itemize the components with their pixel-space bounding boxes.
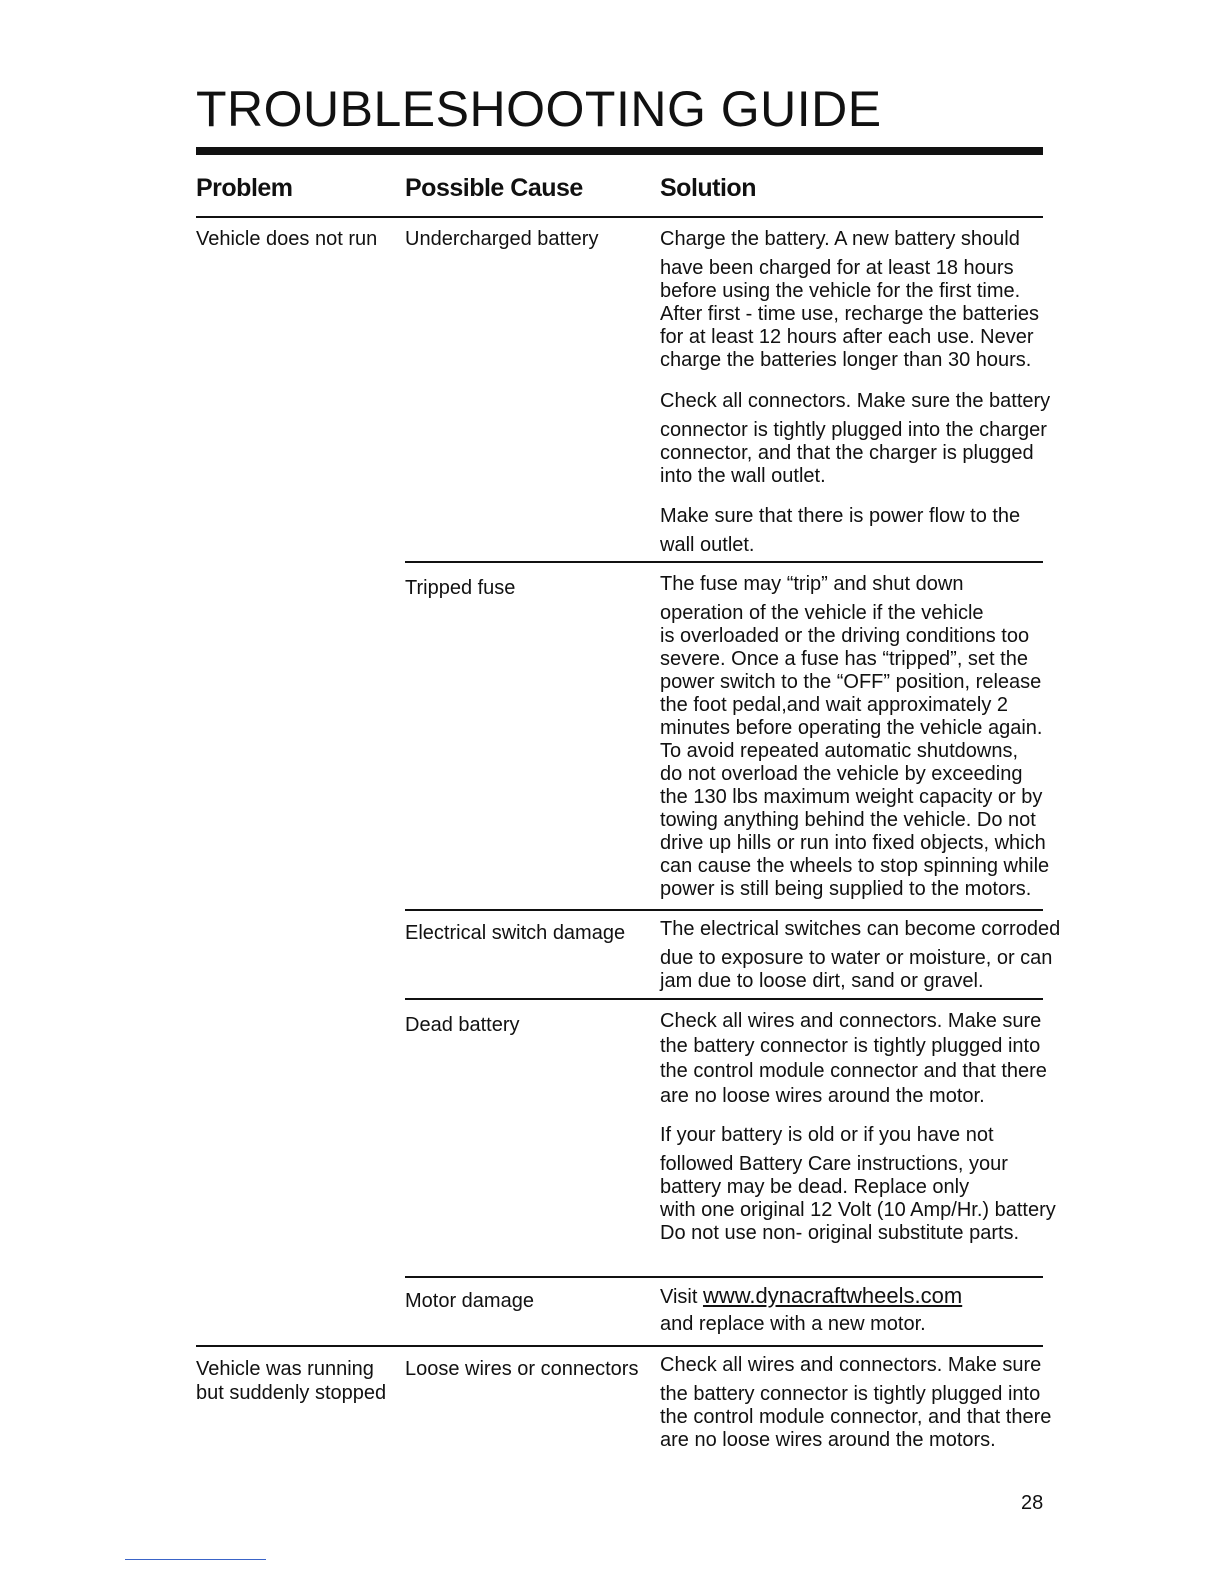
solution-line: charge the batteries longer than 30 hours. bbox=[660, 349, 1032, 371]
solution-line: connector is tightly plugged into the charger bbox=[660, 419, 1047, 441]
title-rule bbox=[196, 147, 1043, 155]
solution-line bbox=[660, 1284, 962, 1309]
website-link[interactable]: www.dynacraftwheels.com bbox=[702, 1283, 963, 1308]
solution-line: jam due to loose dirt, sand or gravel. bbox=[660, 970, 984, 992]
solution-line: severe. Once a fuse has “tripped”, set the bbox=[660, 648, 1028, 670]
footnote-line bbox=[125, 1559, 266, 1560]
solution-line: minutes before operating the vehicle again. bbox=[660, 717, 1043, 739]
solution-line: Charge the battery. A new battery should bbox=[660, 228, 1020, 250]
solution-line: have been charged for at least 18 hours bbox=[660, 257, 1014, 279]
solution-line: The electrical switches can become corroded bbox=[660, 918, 1061, 940]
solution-line: If your battery is old or if you have not bbox=[660, 1124, 994, 1146]
solution-line: the control module connector, and that there bbox=[660, 1406, 1052, 1428]
solution-line: To avoid repeated automatic shutdowns, bbox=[660, 740, 1018, 762]
solution-line: the battery connector is tightly plugged into bbox=[660, 1035, 1041, 1057]
solution-line: drive up hills or run into fixed objects, which bbox=[660, 832, 1046, 854]
problem-cell bbox=[196, 1358, 386, 1405]
header-problem: Problem bbox=[196, 174, 293, 202]
solution-paragraph bbox=[660, 390, 1050, 488]
section-rule bbox=[196, 1345, 1043, 1347]
solution-line: is overloaded or the driving conditions too bbox=[660, 625, 1030, 647]
solution-line: do not overload the vehicle by exceeding bbox=[660, 763, 1023, 785]
row-rule bbox=[405, 909, 1043, 911]
solution-line: with one original 12 Volt (10 Amp/Hr.) battery bbox=[660, 1199, 1056, 1221]
solution-line: Check all wires and connectors. Make sure bbox=[660, 1010, 1042, 1032]
solution-line: the 130 lbs maximum weight capacity or by bbox=[660, 786, 1043, 808]
solution-line: can cause the wheels to stop spinning while bbox=[660, 855, 1050, 877]
cause-cell: Motor damage bbox=[405, 1290, 534, 1312]
cause-cell: Electrical switch damage bbox=[405, 922, 626, 944]
solution-paragraph bbox=[660, 573, 1049, 901]
solution-line: Make sure that there is power flow to the bbox=[660, 505, 1021, 527]
solution-line: towing anything behind the vehicle. Do not bbox=[660, 809, 1036, 831]
problem-cell: Vehicle does not run bbox=[196, 228, 378, 250]
page-title: TROUBLESHOOTING GUIDE bbox=[196, 81, 882, 137]
row-rule bbox=[405, 561, 1043, 563]
solution-paragraph bbox=[660, 1124, 1056, 1245]
solution-line: followed Battery Care instructions, your bbox=[660, 1153, 1008, 1175]
solution-line: before using the vehicle for the first time. bbox=[660, 280, 1021, 302]
solution-line: Do not use non- original substitute parts. bbox=[660, 1222, 1020, 1244]
solution-paragraph bbox=[660, 1010, 1047, 1108]
header-possible-cause: Possible Cause bbox=[405, 174, 583, 202]
cause-cell: Loose wires or connectors bbox=[405, 1358, 639, 1380]
cause-cell: Undercharged battery bbox=[405, 228, 599, 250]
solution-line: Check all wires and connectors. Make sure bbox=[660, 1354, 1042, 1376]
solution-line: battery may be dead. Replace only bbox=[660, 1176, 970, 1198]
solution-line: are no loose wires around the motors. bbox=[660, 1429, 996, 1451]
solution-paragraph bbox=[660, 1354, 1051, 1452]
visit-text: Visit bbox=[660, 1286, 698, 1308]
solution-line: the battery connector is tightly plugged into bbox=[660, 1383, 1041, 1405]
solution-line: and replace with a new motor. bbox=[660, 1313, 926, 1335]
solution-paragraph bbox=[660, 228, 1039, 372]
solution-line: power switch to the “OFF” position, release bbox=[660, 671, 1042, 693]
cause-cell: Tripped fuse bbox=[405, 577, 516, 599]
problem-line: Vehicle was running bbox=[196, 1358, 374, 1380]
solution-line: into the wall outlet. bbox=[660, 465, 826, 487]
solution-line: wall outlet. bbox=[660, 534, 755, 556]
solution-line: for at least 12 hours after each use. Never bbox=[660, 326, 1034, 348]
cause-cell: Dead battery bbox=[405, 1014, 520, 1036]
solution-paragraph bbox=[660, 505, 1020, 557]
solution-line: are no loose wires around the motor. bbox=[660, 1085, 985, 1107]
solution-line: the control module connector and that there bbox=[660, 1060, 1047, 1082]
solution-paragraph bbox=[660, 918, 1060, 993]
solution-line: Check all connectors. Make sure the battery bbox=[660, 390, 1051, 412]
solution-line: After first - time use, recharge the batteries bbox=[660, 303, 1040, 325]
row-rule bbox=[405, 998, 1043, 1000]
solution-line: The fuse may “trip” and shut down bbox=[660, 573, 964, 595]
header-rule bbox=[196, 216, 1043, 218]
solution-line: connector, and that the charger is plugged bbox=[660, 442, 1034, 464]
solution-line: power is still being supplied to the motors. bbox=[660, 878, 1032, 900]
page-number: 28 bbox=[1021, 1492, 1044, 1514]
solution-line: operation of the vehicle if the vehicle bbox=[660, 602, 984, 624]
problem-line: but suddenly stopped bbox=[196, 1382, 387, 1404]
row-rule bbox=[405, 1276, 1043, 1278]
solution-line: the foot pedal,and wait approximately 2 bbox=[660, 694, 1008, 716]
header-solution: Solution bbox=[660, 174, 756, 202]
solution-line: due to exposure to water or moisture, or can bbox=[660, 947, 1053, 969]
